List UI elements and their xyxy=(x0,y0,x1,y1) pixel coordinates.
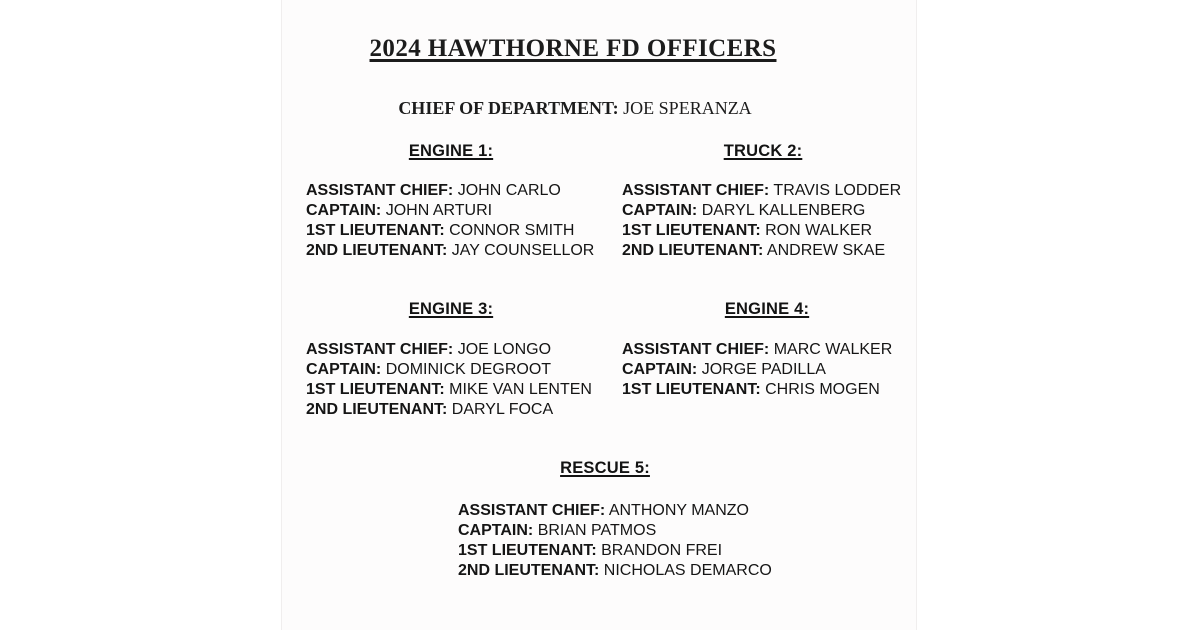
officer-rank: CAPTAIN: xyxy=(306,202,382,219)
officer-rank: 1ST LIEUTENANT: xyxy=(622,381,761,398)
officer-line xyxy=(306,221,594,241)
unit-truck-2-title: TRUCK 2: xyxy=(723,142,803,160)
unit-engine-4-roster xyxy=(622,340,892,400)
officer-rank: 1ST LIEUTENANT: xyxy=(306,222,445,239)
officer-rank: ASSISTANT CHIEF: xyxy=(622,182,770,199)
document-title: 2024 HAWTHORNE FD OFFICERS xyxy=(369,35,777,62)
unit-engine-3-roster xyxy=(306,340,592,420)
unit-engine-3-title: ENGINE 3: xyxy=(408,300,494,318)
officer-rank: CAPTAIN: xyxy=(306,361,382,378)
officer-line xyxy=(622,221,901,241)
officer-rank: ASSISTANT CHIEF: xyxy=(458,502,606,519)
officer-rank: 1ST LIEUTENANT: xyxy=(306,381,445,398)
officer-rank: 2ND LIEUTENANT: xyxy=(622,242,764,259)
unit-engine-4-title: ENGINE 4: xyxy=(724,300,810,318)
officer-rank: 2ND LIEUTENANT: xyxy=(306,401,448,418)
chief-of-department-line xyxy=(398,97,751,119)
unit-engine-1-title: ENGINE 1: xyxy=(408,142,494,160)
officer-name: DOMINICK DEGROOT xyxy=(385,361,552,378)
officer-name: RON WALKER xyxy=(765,222,873,239)
officer-line xyxy=(306,360,592,380)
officer-name: MIKE VAN LENTEN xyxy=(449,381,592,398)
officer-name: TRAVIS LODDER xyxy=(773,182,902,199)
officer-name: CHRIS MOGEN xyxy=(765,381,880,398)
officer-rank: CAPTAIN: xyxy=(622,202,698,219)
officer-line xyxy=(306,340,592,360)
officer-line xyxy=(622,360,892,380)
officer-rank: ASSISTANT CHIEF: xyxy=(306,182,454,199)
officer-line xyxy=(622,380,892,400)
officer-rank: 1ST LIEUTENANT: xyxy=(622,222,761,239)
officer-name: NICHOLAS DEMARCO xyxy=(603,562,772,579)
unit-rescue-5-title: RESCUE 5: xyxy=(560,459,650,477)
officer-line xyxy=(306,380,592,400)
officer-line xyxy=(458,521,772,541)
officer-rank: ASSISTANT CHIEF: xyxy=(306,341,454,358)
officer-line xyxy=(622,241,901,261)
officer-rank: CAPTAIN: xyxy=(458,522,534,539)
unit-rescue-5-roster xyxy=(458,501,772,581)
officer-rank: 2ND LIEUTENANT: xyxy=(458,562,600,579)
officer-name: ANDREW SKAE xyxy=(766,242,886,259)
officer-line xyxy=(458,501,772,521)
unit-truck-2-roster xyxy=(622,181,901,261)
officer-line xyxy=(622,201,901,221)
officer-name: JOE LONGO xyxy=(457,341,552,358)
chief-of-department-name: JOE SPERANZA xyxy=(623,98,752,118)
officer-name: CONNOR SMITH xyxy=(449,222,575,239)
officer-rank: ASSISTANT CHIEF: xyxy=(622,341,770,358)
officer-line xyxy=(306,181,594,201)
officer-line xyxy=(306,241,594,261)
officer-rank: 1ST LIEUTENANT: xyxy=(458,542,597,559)
officer-name: ANTHONY MANZO xyxy=(608,502,749,519)
officer-name: DARYL FOCA xyxy=(451,401,554,418)
officer-name: MARC WALKER xyxy=(773,341,893,358)
officer-line xyxy=(458,541,772,561)
officer-name: JORGE PADILLA xyxy=(701,361,826,378)
officer-name: BRIAN PATMOS xyxy=(537,522,657,539)
officer-line xyxy=(306,201,594,221)
officer-line xyxy=(622,181,901,201)
officer-rank: 2ND LIEUTENANT: xyxy=(306,242,448,259)
officer-line xyxy=(306,400,592,420)
officer-name: DARYL KALLENBERG xyxy=(701,202,866,219)
chief-of-department-label: CHIEF OF DEPARTMENT: xyxy=(398,98,619,118)
unit-engine-1-roster xyxy=(306,181,594,261)
officer-name: JOHN CARLO xyxy=(457,182,561,199)
officer-name: JOHN ARTURI xyxy=(385,202,493,219)
officer-rank: CAPTAIN: xyxy=(622,361,698,378)
officer-name: BRANDON FREI xyxy=(601,542,723,559)
officer-name: JAY COUNSELLOR xyxy=(451,242,595,259)
officer-line xyxy=(458,561,772,581)
officer-line xyxy=(622,340,892,360)
